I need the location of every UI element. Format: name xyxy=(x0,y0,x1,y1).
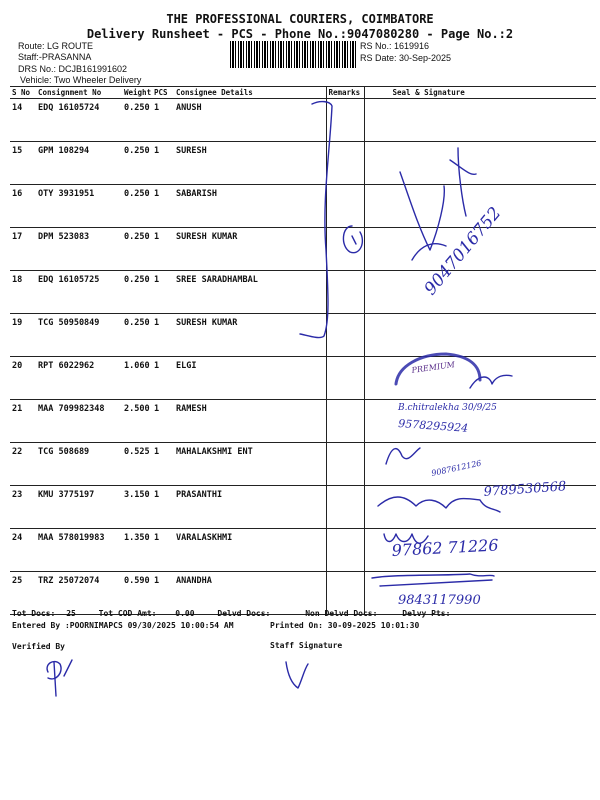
drs-number: DRS No.: DCJB161991602 xyxy=(18,64,128,74)
cell-sno: 21 xyxy=(10,400,36,443)
handwritten-phone-5: 97862 71226 xyxy=(391,535,499,560)
verified-by-label: Verified By xyxy=(12,642,65,651)
cell-sno: 25 xyxy=(10,572,36,615)
handwritten-phone-2: 9578295924 xyxy=(397,417,469,435)
col-remarks: Remarks xyxy=(326,87,364,99)
cod-value: 0.00 xyxy=(175,609,195,618)
cell-weight: 2.500 xyxy=(122,400,152,443)
cell-consignee: ANUSH xyxy=(174,99,326,142)
cell-consignment: KMU 3775197 xyxy=(36,486,122,529)
verified-by-signature-icon xyxy=(47,660,72,696)
cell-sno: 22 xyxy=(10,443,36,486)
cell-consignment: EDQ 16105724 xyxy=(36,99,122,142)
circle-mark-icon xyxy=(343,226,362,253)
signature-25-icon xyxy=(372,574,494,586)
staff-label: Staff:-PRASANNA xyxy=(18,52,92,62)
cell-consignee: RAMESH xyxy=(174,400,326,443)
rs-date: RS Date: 30-Sep-2025 xyxy=(360,53,452,63)
cell-weight: 0.525 xyxy=(122,443,152,486)
cell-pcs: 1 xyxy=(152,357,174,400)
cell-consignee: SURESH xyxy=(174,142,326,185)
cell-weight: 0.250 xyxy=(122,142,152,185)
delvd-docs-label: Delvd Docs: xyxy=(217,609,271,618)
cell-consignment: EDQ 16105725 xyxy=(36,271,122,314)
route-label: Route: LG ROUTE xyxy=(18,41,94,51)
cell-consignment: OTY 3931951 xyxy=(36,185,122,228)
cell-pcs: 1 xyxy=(152,271,174,314)
tot-docs-label: Tot Docs: xyxy=(12,609,56,618)
staff-signature-icon xyxy=(286,662,308,688)
cell-pcs: 1 xyxy=(152,572,174,615)
signature-21-icon xyxy=(470,375,512,388)
stamp-text: PREMIUM xyxy=(411,360,456,375)
col-consignee: Consignee Details xyxy=(174,87,326,99)
handwritten-phone-4: 9789530568 xyxy=(483,479,567,500)
cell-sno: 14 xyxy=(10,99,36,142)
cell-sno: 16 xyxy=(10,185,36,228)
cell-sno: 20 xyxy=(10,357,36,400)
col-sno: S No xyxy=(10,87,36,99)
cell-weight: 3.150 xyxy=(122,486,152,529)
cell-consignment: RPT 6022962 xyxy=(36,357,122,400)
printed-on: Printed On: 30-09-2025 10:01:30 xyxy=(270,621,420,630)
cell-pcs: 1 xyxy=(152,142,174,185)
cell-consignee: SURESH KUMAR xyxy=(174,228,326,271)
non-delvd-label: Non Delvd Docs: xyxy=(305,609,378,618)
handwritten-name-date: B.chitralekha 30/9/25 xyxy=(398,403,497,413)
cod-label: Tot COD Amt: xyxy=(98,609,157,618)
cell-consignee: ELGI xyxy=(174,357,326,400)
handwritten-phone-6: 9843117990 xyxy=(398,593,481,608)
rs-number: RS No.: 1619916 xyxy=(360,41,430,51)
handwritten-phone-3: 9087612126 xyxy=(430,458,483,478)
cell-consignment: MAA 578019983 xyxy=(36,529,122,572)
cell-weight: 1.060 xyxy=(122,357,152,400)
cell-weight: 1.350 xyxy=(122,529,152,572)
cell-consignee: VARALASKHMI xyxy=(174,529,326,572)
cell-pcs: 1 xyxy=(152,443,174,486)
cell-consignee: ANANDHA xyxy=(174,572,326,615)
cell-weight: 0.250 xyxy=(122,314,152,357)
cell-consignee: SABARISH xyxy=(174,185,326,228)
tot-docs-value: 25 xyxy=(66,609,76,618)
company-title: THE PROFESSIONAL COURIERS, COIMBATORE xyxy=(166,12,434,26)
cell-consignee: SREE SARADHAMBAL xyxy=(174,271,326,314)
col-consignment: Consignment No xyxy=(36,87,122,99)
cell-pcs: 1 xyxy=(152,228,174,271)
cell-sno: 19 xyxy=(10,314,36,357)
cell-weight: 0.250 xyxy=(122,228,152,271)
cell-pcs: 1 xyxy=(152,486,174,529)
vehicle-label: Vehicle: Two Wheeler Delivery xyxy=(20,75,142,85)
signature-23-icon xyxy=(378,497,500,512)
cell-weight: 0.250 xyxy=(122,271,152,314)
cell-weight: 0.250 xyxy=(122,185,152,228)
signature-22-icon xyxy=(386,448,420,464)
cell-pcs: 1 xyxy=(152,185,174,228)
cell-sno: 23 xyxy=(10,486,36,529)
cell-pcs: 1 xyxy=(152,400,174,443)
entered-by: Entered By :POORNIMAPCS 09/30/2025 10:00:54 AM xyxy=(12,621,234,630)
cell-consignment: TRZ 25072074 xyxy=(36,572,122,615)
staff-signature-label: Staff Signature xyxy=(270,641,343,650)
col-weight: Weight xyxy=(124,88,152,97)
cell-sno: 15 xyxy=(10,142,36,185)
cell-consignee: SURESH KUMAR xyxy=(174,314,326,357)
cell-consignee: MAHALAKSHMI ENT xyxy=(174,443,326,486)
delvy-pts-label: Delvy Pts: xyxy=(402,609,451,618)
cell-sno: 24 xyxy=(10,529,36,572)
cell-pcs: 1 xyxy=(152,529,174,572)
cell-weight: 0.590 xyxy=(122,572,152,615)
col-seal-signature: Seal & Signature xyxy=(364,87,596,99)
cell-weight: 0.250 xyxy=(122,99,152,142)
cell-consignment: GPM 108294 xyxy=(36,142,122,185)
cell-sno: 17 xyxy=(10,228,36,271)
cell-consignment: MAA 709982348 xyxy=(36,400,122,443)
cell-pcs: 1 xyxy=(152,99,174,142)
cell-sno: 18 xyxy=(10,271,36,314)
runsheet-subtitle: Delivery Runsheet - PCS - Phone No.:9047080280 - Page No.:2 xyxy=(86,27,514,41)
cell-consignment: TCG 508689 xyxy=(36,443,122,486)
col-pcs: PCS xyxy=(152,87,174,99)
cell-consignment: TCG 50950849 xyxy=(36,314,122,357)
cell-consignee: PRASANTHI xyxy=(174,486,326,529)
bracket-line-icon xyxy=(300,102,332,338)
cell-pcs: 1 xyxy=(152,314,174,357)
cell-consignment: DPM 523083 xyxy=(36,228,122,271)
handwritten-phone-1: 9047016752 xyxy=(420,203,506,300)
